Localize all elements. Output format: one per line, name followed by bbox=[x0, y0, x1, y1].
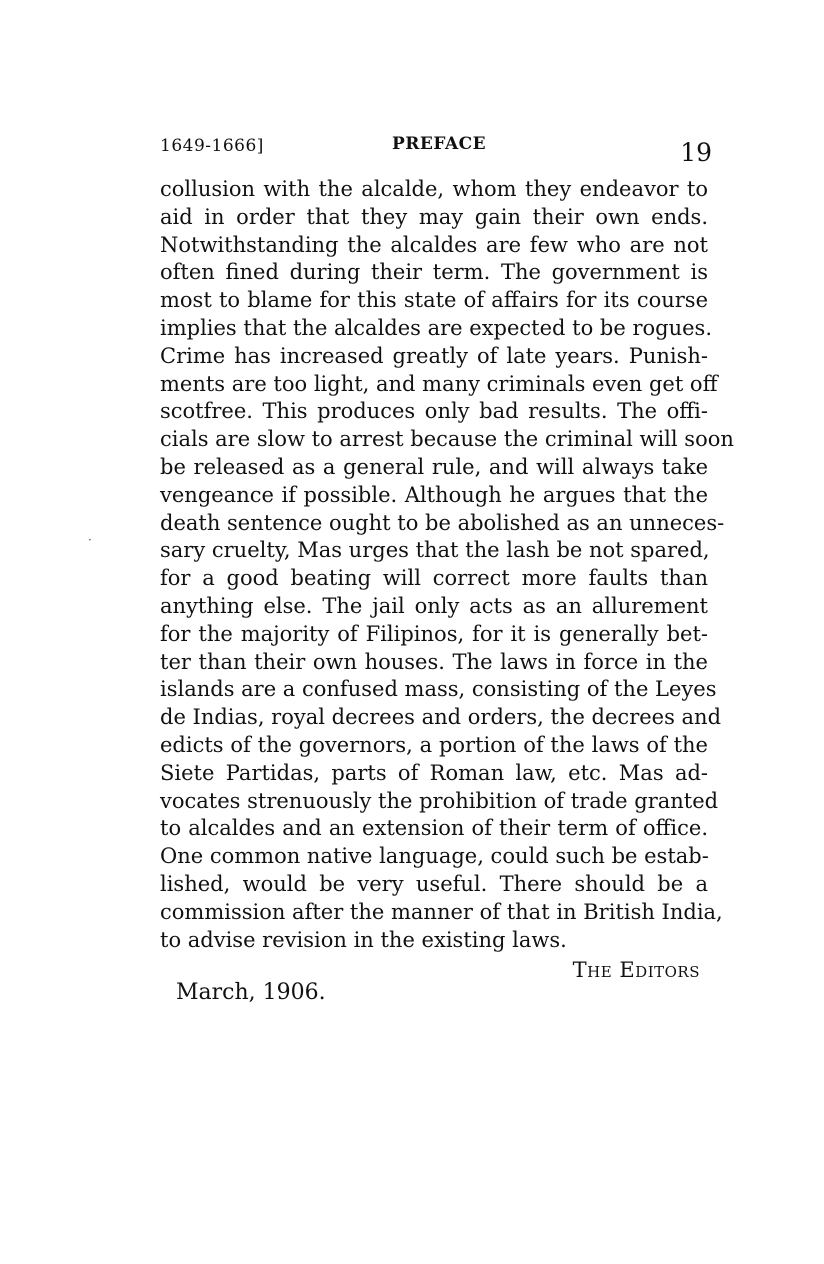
text-line: One common native language, could such be estab- bbox=[160, 844, 709, 869]
text-line: most to blame for this state of affairs for its course bbox=[160, 288, 708, 313]
text-line: ter than their own houses. The laws in force in the bbox=[160, 649, 708, 674]
text-line: implies that the alcaldes are expected to be rogues. bbox=[160, 315, 712, 340]
date-line: March, 1906. bbox=[176, 980, 326, 1005]
text-line: lished, would be very useful. There should be a bbox=[160, 871, 708, 896]
text-line: vocates strenuously the prohibition of trade granted bbox=[160, 788, 719, 813]
margin-mark: · bbox=[88, 533, 92, 547]
text-line: vengeance if possible. Although he argues that the bbox=[160, 482, 708, 507]
text-line: commission after the manner of that in British India, bbox=[160, 899, 723, 924]
text-line: Notwithstanding the alcaldes are few who are not bbox=[160, 232, 708, 257]
text-line: edicts of the governors, a portion of the laws of the bbox=[160, 732, 708, 757]
text-line: cials are slow to arrest because the criminal will soon bbox=[160, 427, 734, 452]
text-line: often fined during their term. The government is bbox=[160, 260, 708, 285]
text-line: ments are too light, and many criminals even get off bbox=[160, 371, 718, 396]
signature: The Editors bbox=[572, 958, 700, 982]
text-line: de Indias, royal decrees and orders, the decrees and bbox=[160, 705, 722, 730]
text-line: death sentence ought to be abolished as an unneces- bbox=[160, 510, 725, 535]
text-line: scotfree. This produces only bad results. The offi- bbox=[160, 399, 708, 424]
text-line: Siete Partidas, parts of Roman law, etc. Mas ad- bbox=[160, 760, 708, 785]
body-text bbox=[160, 176, 734, 954]
text-line: anything else. The jail only acts as an allurement bbox=[160, 593, 708, 618]
text-line: sary cruelty, Mas urges that the lash be not spared, bbox=[160, 538, 710, 563]
text-line: be released as a general rule, and will always take bbox=[160, 454, 708, 479]
section-title: PREFACE bbox=[392, 134, 487, 154]
text-line: to alcaldes and an extension of their term of office. bbox=[160, 816, 708, 841]
page-number: 19 bbox=[680, 138, 712, 167]
text-line: islands are a confused mass, consisting of the Leyes bbox=[160, 677, 717, 702]
text-line: Crime has increased greatly of late years. Punish- bbox=[160, 343, 708, 368]
text-line: for the majority of Filipinos, for it is generally bet- bbox=[160, 621, 708, 646]
text-line: to advise revision in the existing laws. bbox=[160, 927, 567, 952]
text-line: aid in order that they may gain their own ends. bbox=[160, 204, 708, 229]
running-head bbox=[160, 132, 716, 172]
text-line: for a good beating will correct more faults than bbox=[160, 566, 708, 591]
text-line: collusion with the alcalde, whom they endeavor to bbox=[160, 177, 708, 201]
date-range: 1649-1666] bbox=[160, 136, 264, 156]
